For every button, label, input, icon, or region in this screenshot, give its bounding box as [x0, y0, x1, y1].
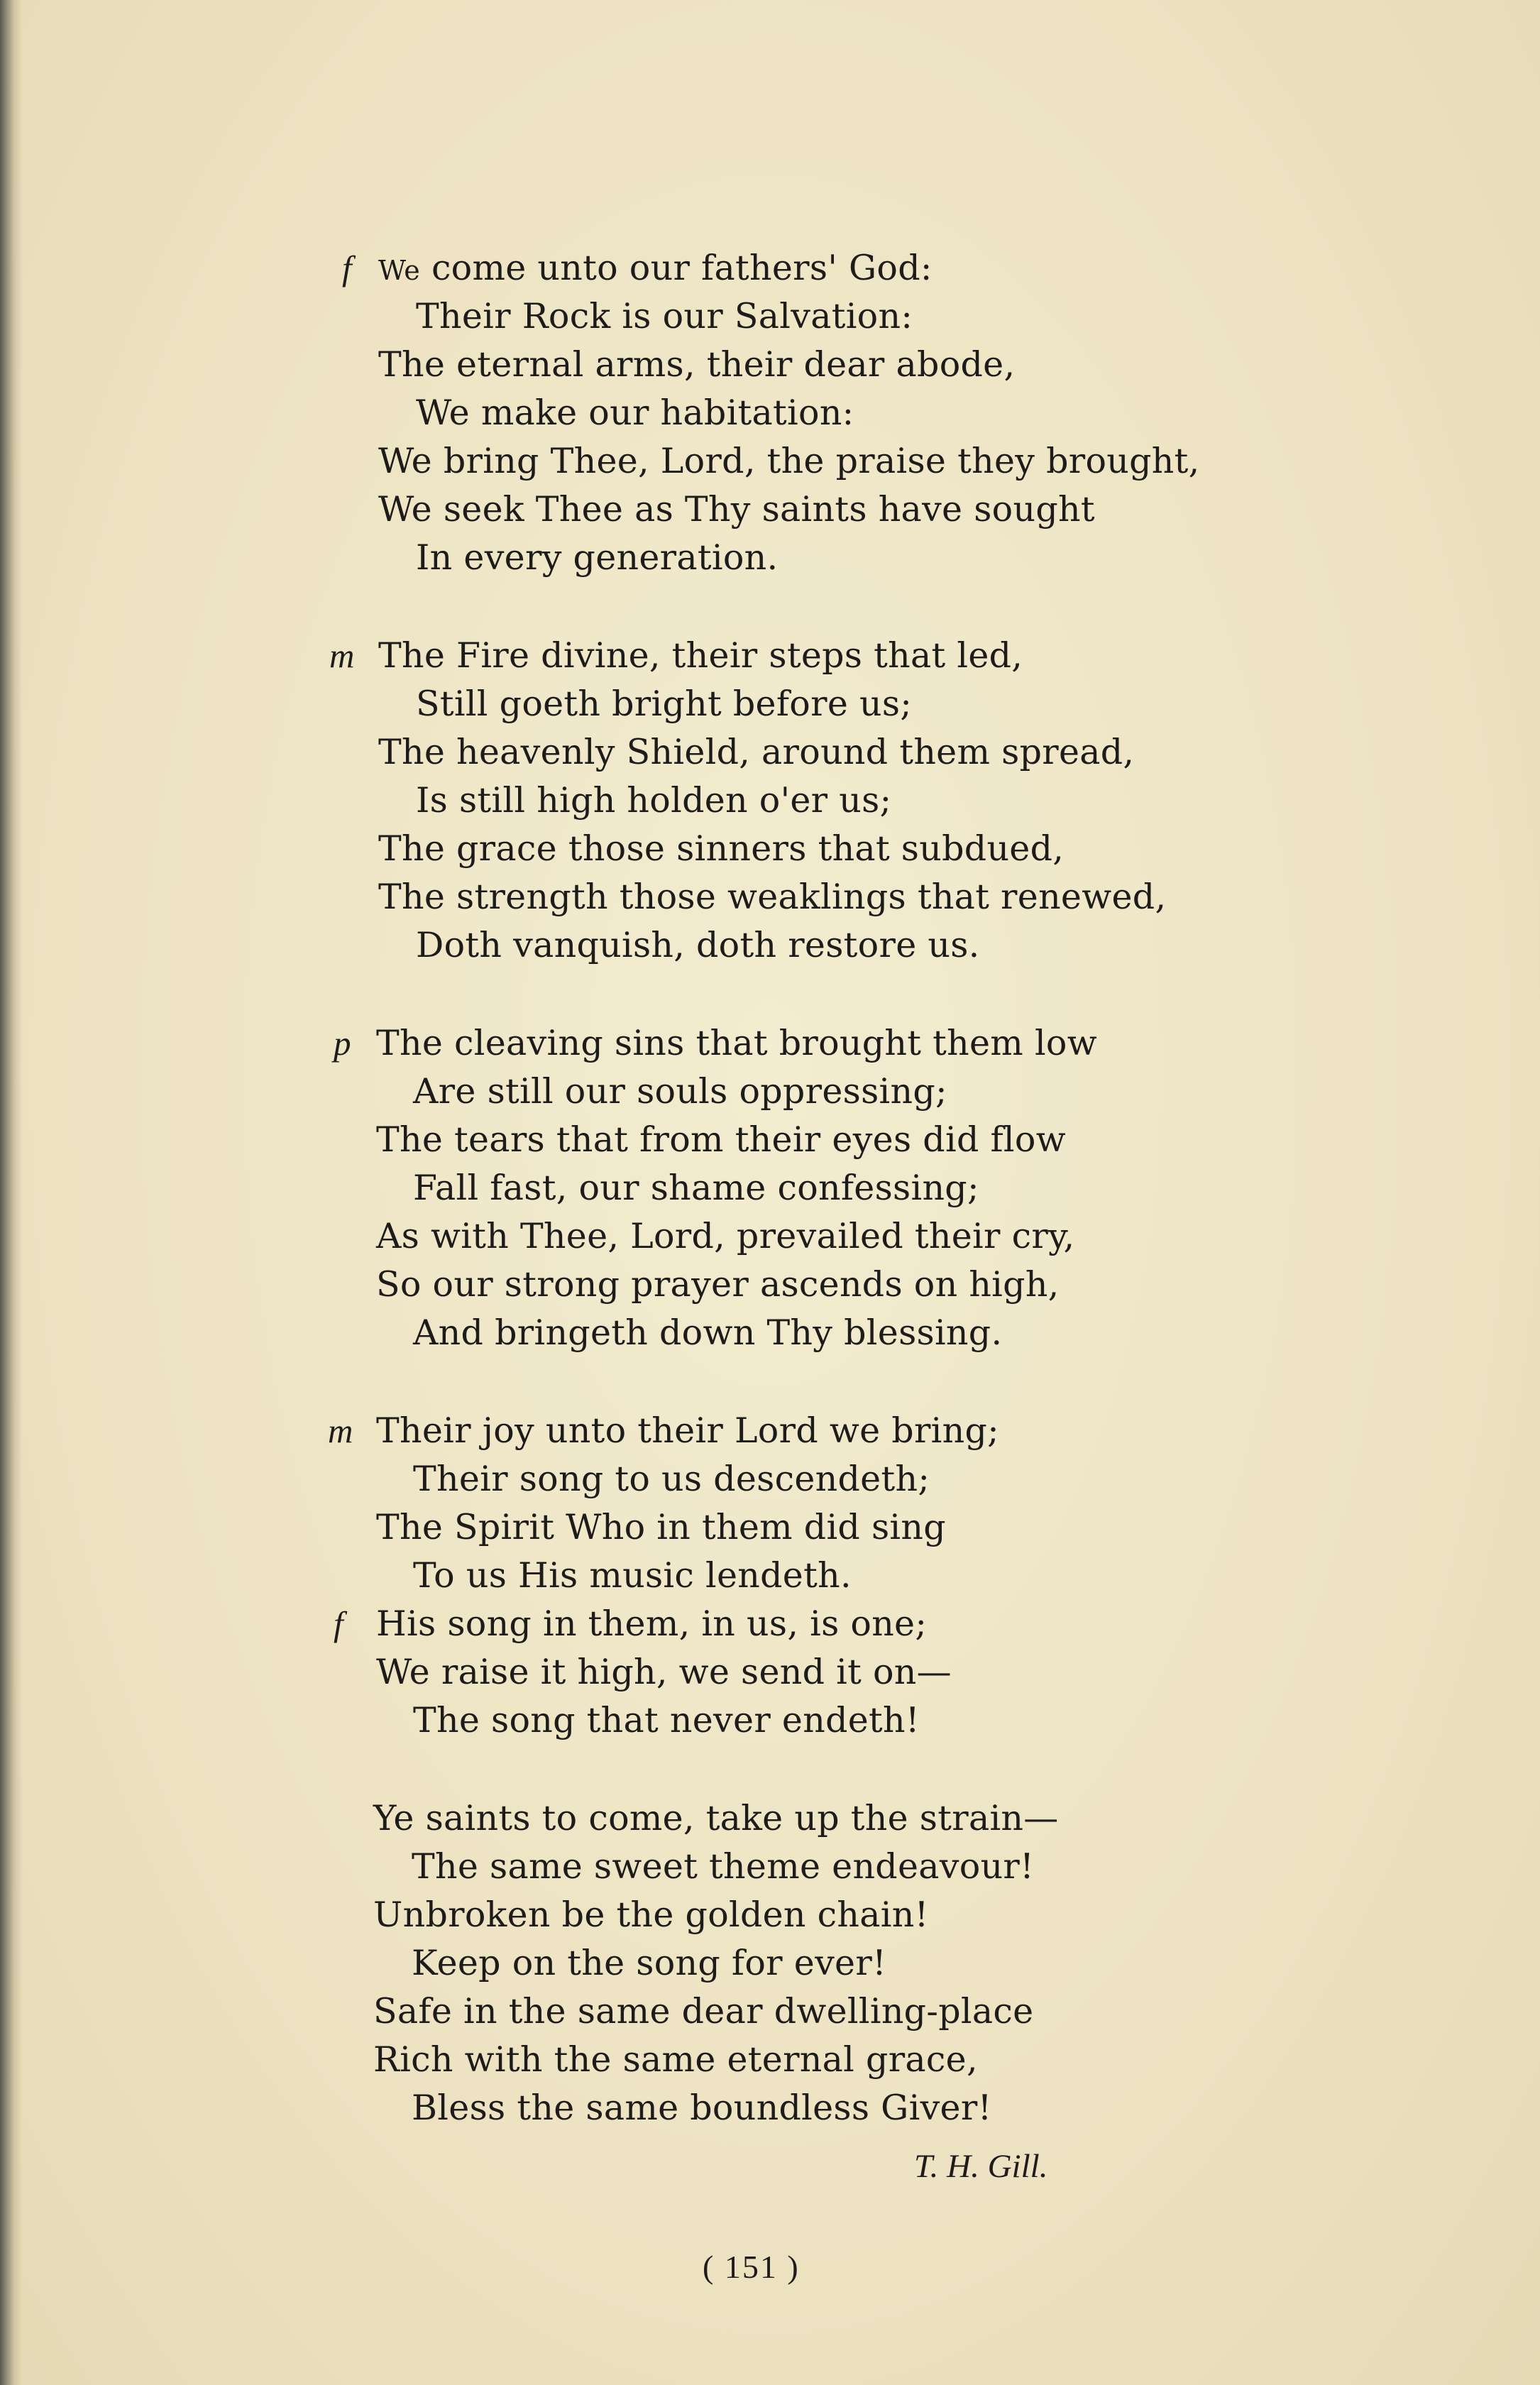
verse-line: Ye saints to come, take up the strain— [373, 1798, 1059, 1838]
dynamic-mark-piano: p [334, 1024, 351, 1063]
verse-line: As with Thee, Lord, prevailed their cry, [376, 1216, 1075, 1256]
verse-line: Fall fast, our shame confessing; [413, 1168, 979, 1208]
verse-line: The tears that from their eyes did flow [376, 1119, 1066, 1160]
dynamic-mark-mezzo: m [329, 636, 355, 675]
verse-line: Unbroken be the golden chain! [373, 1895, 929, 1935]
verse-line: In every generation. [416, 537, 779, 578]
verse-line: The heavenly Shield, around them spread, [378, 732, 1135, 772]
verse-line: To us His music lendeth. [413, 1555, 852, 1596]
verse-line: Still goeth bright before us; [416, 684, 913, 724]
verse-line: The same sweet theme endeavour! [412, 1846, 1035, 1887]
verse-line: Their Rock is our Salvation: [416, 296, 913, 336]
verse-line: So our strong prayer ascends on high, [376, 1264, 1060, 1305]
verse-line: We raise it high, we send it on— [376, 1652, 952, 1692]
verse-line [378, 247, 933, 292]
verse-line: Doth vanquish, doth restore us. [416, 925, 980, 965]
verse-line: His song in them, in us, is one; [376, 1603, 928, 1644]
verse-line: We bring Thee, Lord, the praise they brought, [378, 441, 1200, 481]
verse-line: The eternal arms, their dear abode, [378, 344, 1016, 385]
verse-line: Bless the same boundless Giver! [412, 2088, 992, 2128]
small-caps-word: We [378, 255, 421, 286]
dynamic-mark-forte: f [334, 1604, 343, 1643]
verse-line: We seek Thee as Thy saints have sought [378, 489, 1095, 530]
verse-line: Is still high holden o'er us; [416, 780, 892, 821]
verse-line: Keep on the song for ever! [412, 1943, 887, 1983]
verse-line: We make our habitation: [416, 393, 854, 433]
verse-line: Safe in the same dear dwelling-place [373, 1991, 1034, 2032]
page-number: ( 151 ) [703, 2249, 800, 2285]
verse-line: The song that never endeth! [413, 1700, 920, 1740]
verse-line: The strength those weaklings that renewed, [378, 877, 1167, 917]
verse-line: The Fire divine, their steps that led, [378, 635, 1023, 676]
verse-line: The grace those sinners that subdued, [378, 828, 1065, 869]
verse-line: Rich with the same eternal grace, [373, 2039, 978, 2080]
dynamic-mark-mezzo: m [328, 1411, 353, 1450]
author-attribution: T. H. Gill. [914, 2148, 1048, 2185]
verse-line: Their joy unto their Lord we bring; [376, 1410, 999, 1451]
dynamic-mark-forte: f [342, 248, 352, 287]
verse-line: Are still our souls oppressing; [413, 1071, 947, 1112]
verse-line: The cleaving sins that brought them low [376, 1023, 1097, 1063]
verse-line: The Spirit Who in them did sing [376, 1507, 946, 1547]
verse-line: And bringeth down Thy blessing. [413, 1312, 1003, 1353]
verse-line: Their song to us descendeth; [413, 1459, 930, 1499]
verse-line-rest: come unto our fathers' God: [420, 248, 933, 288]
